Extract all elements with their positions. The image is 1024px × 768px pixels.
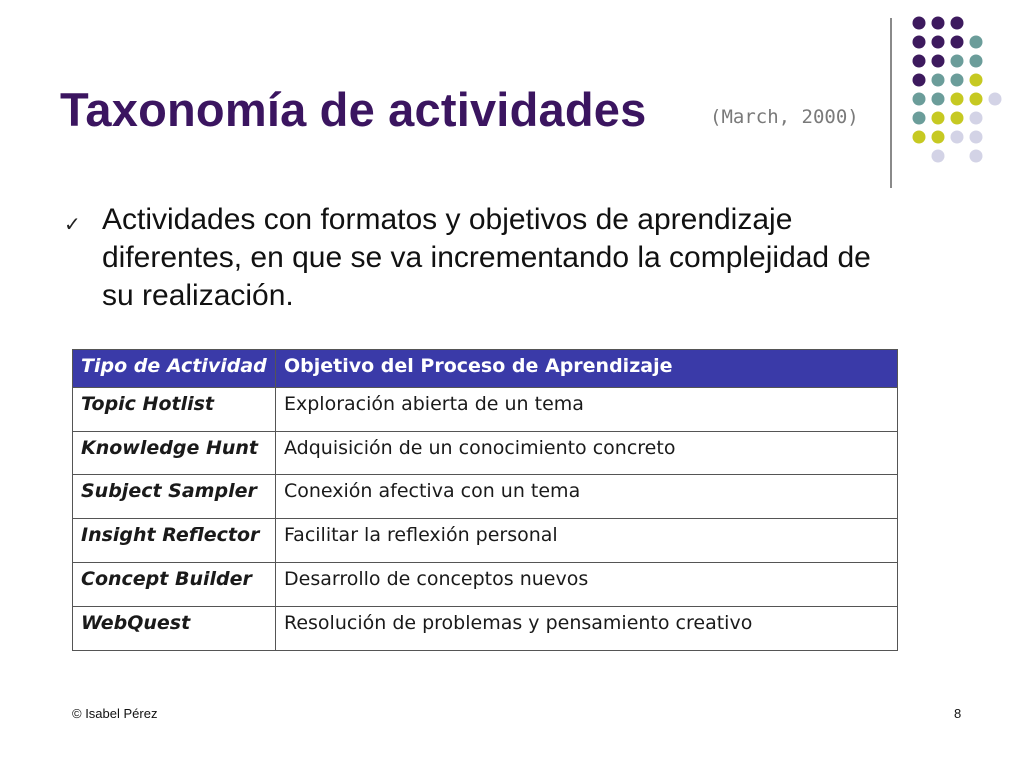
deco-dot bbox=[970, 150, 983, 163]
deco-dot bbox=[951, 55, 964, 68]
cell-tipo: WebQuest bbox=[73, 607, 276, 651]
bullet-text: Actividades con formatos y objetivos de aprendizaje diferentes, en que se va incrementando la complejidad de su realización. bbox=[102, 203, 871, 312]
deco-dot bbox=[932, 93, 945, 106]
deco-dot bbox=[970, 74, 983, 87]
slide-citation: (March, 2000) bbox=[710, 106, 859, 128]
footer-page-number: 8 bbox=[954, 706, 962, 721]
deco-dot bbox=[913, 36, 926, 49]
deco-dot bbox=[951, 131, 964, 144]
cell-objetivo: Resolución de problemas y pensamiento creativo bbox=[276, 607, 898, 651]
deco-dot bbox=[970, 131, 983, 144]
deco-dot bbox=[913, 112, 926, 125]
table-row bbox=[73, 475, 898, 519]
table-row bbox=[73, 563, 898, 607]
deco-dot bbox=[932, 55, 945, 68]
deco-dot bbox=[951, 17, 964, 30]
deco-dot bbox=[970, 112, 983, 125]
activity-taxonomy-table bbox=[72, 349, 898, 651]
deco-dot bbox=[951, 36, 964, 49]
deco-dot bbox=[989, 93, 1002, 106]
deco-dot bbox=[932, 36, 945, 49]
deco-dot bbox=[913, 131, 926, 144]
deco-dot bbox=[913, 55, 926, 68]
footer-author: © Isabel Pérez bbox=[72, 706, 158, 721]
table-row bbox=[73, 607, 898, 651]
cell-objetivo: Adquisición de un conocimiento concreto bbox=[276, 431, 898, 475]
deco-dot bbox=[932, 74, 945, 87]
deco-dot bbox=[913, 93, 926, 106]
deco-dot bbox=[970, 55, 983, 68]
deco-dot bbox=[913, 74, 926, 87]
cell-objetivo: Desarrollo de conceptos nuevos bbox=[276, 563, 898, 607]
checkmark-icon: ✓ bbox=[64, 214, 81, 236]
table-header-row bbox=[73, 350, 898, 388]
header-tipo: Tipo de Actividad bbox=[73, 350, 276, 388]
table-row bbox=[73, 431, 898, 475]
deco-dot bbox=[932, 131, 945, 144]
cell-objetivo: Exploración abierta de un tema bbox=[276, 387, 898, 431]
table-row bbox=[73, 387, 898, 431]
deco-dot bbox=[970, 36, 983, 49]
deco-dot bbox=[951, 112, 964, 125]
deco-dot bbox=[932, 112, 945, 125]
deco-dot bbox=[913, 17, 926, 30]
cell-tipo: Knowledge Hunt bbox=[73, 431, 276, 475]
table-row bbox=[73, 519, 898, 563]
deco-dot bbox=[970, 93, 983, 106]
deco-dot bbox=[932, 17, 945, 30]
deco-dot bbox=[951, 93, 964, 106]
cell-tipo: Subject Sampler bbox=[73, 475, 276, 519]
cell-objetivo: Facilitar la reflexión personal bbox=[276, 519, 898, 563]
deco-dot bbox=[932, 150, 945, 163]
cell-tipo: Concept Builder bbox=[73, 563, 276, 607]
decorative-dot-grid bbox=[0, 0, 1024, 200]
cell-tipo: Topic Hotlist bbox=[73, 387, 276, 431]
header-objetivo: Objetivo del Proceso de Aprendizaje bbox=[276, 350, 898, 388]
deco-dot bbox=[951, 74, 964, 87]
cell-objetivo: Conexión afectiva con un tema bbox=[276, 475, 898, 519]
cell-tipo: Insight Reflector bbox=[73, 519, 276, 563]
slide-title: Taxonomía de actividades bbox=[60, 83, 647, 136]
